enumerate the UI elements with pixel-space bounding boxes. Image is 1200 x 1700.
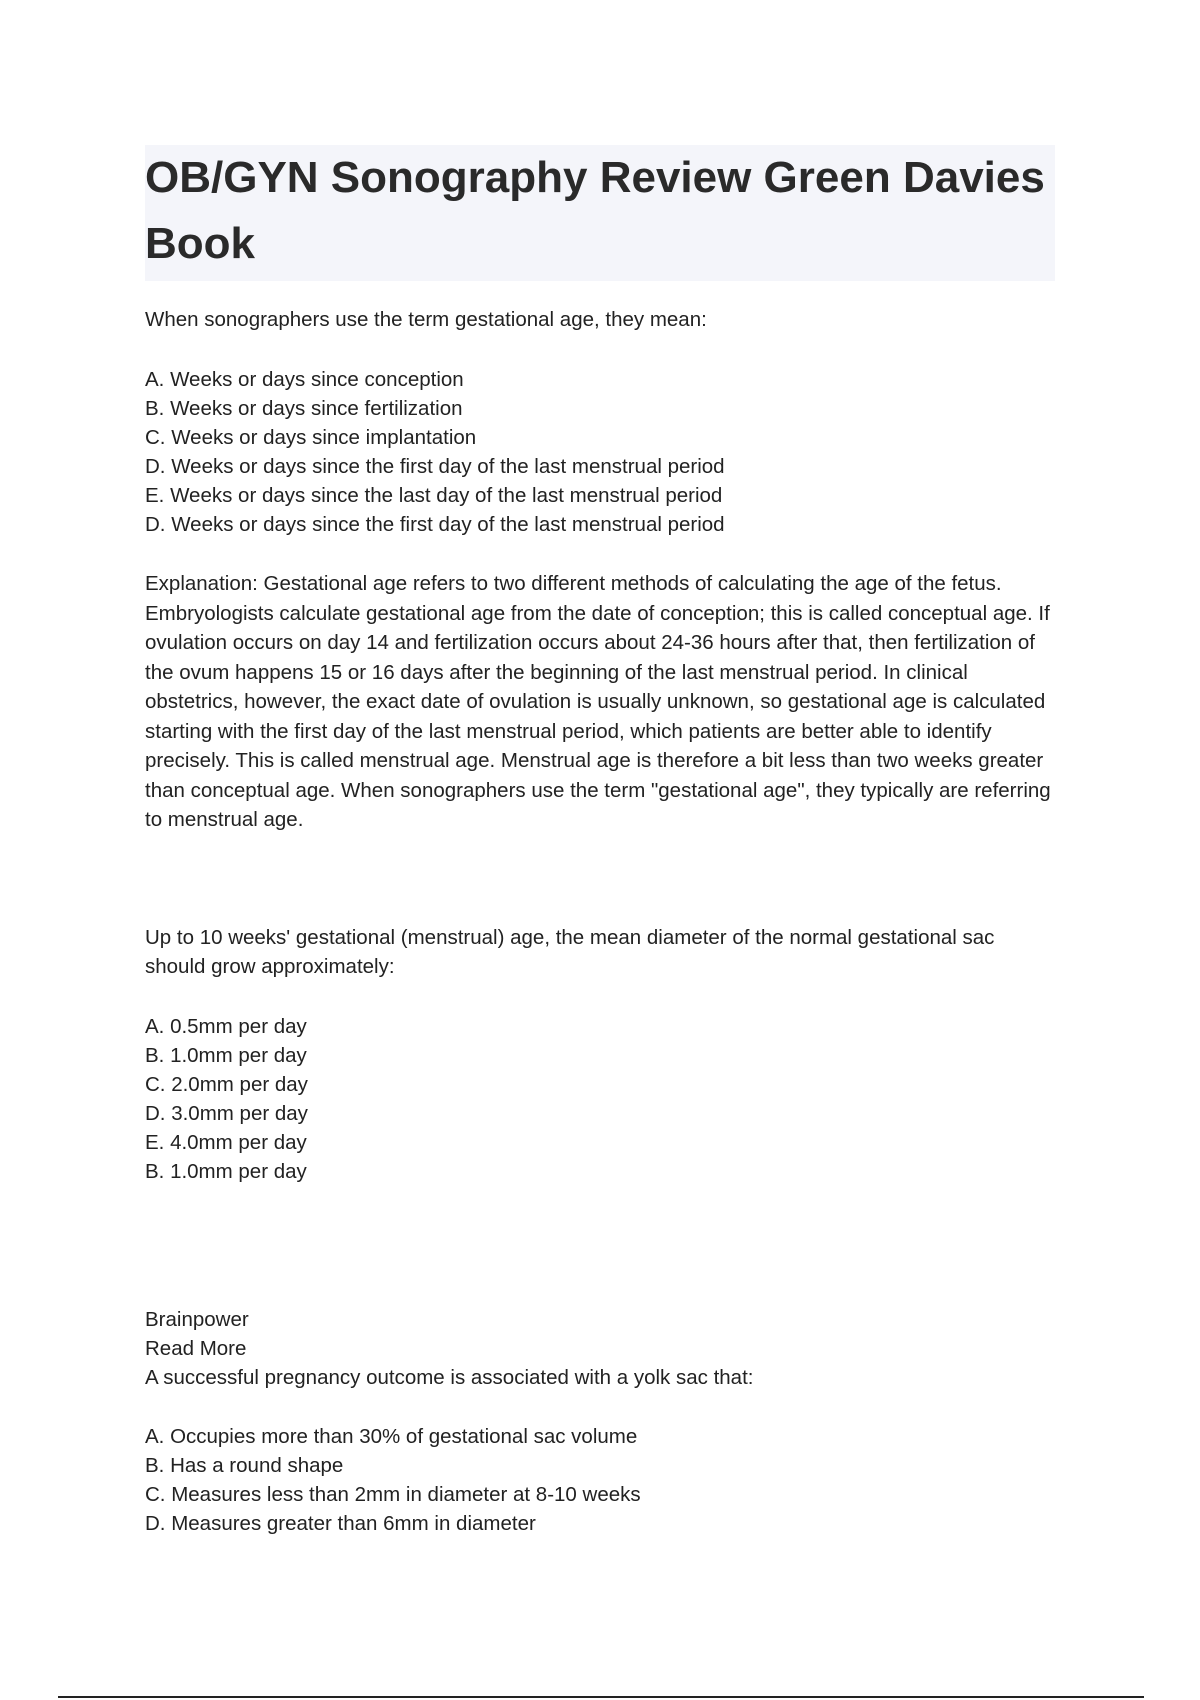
option-item: B. Weeks or days since fertilization <box>145 397 463 420</box>
option-item: C. Measures less than 2mm in diameter at 8-10 weeks <box>145 1483 641 1506</box>
option-item: B. 1.0mm per day <box>145 1044 307 1067</box>
option-item: E. 4.0mm per day <box>145 1131 307 1154</box>
option-item: D. Measures greater than 6mm in diameter <box>145 1512 536 1535</box>
option-item: B. Has a round shape <box>145 1454 344 1477</box>
read-more-link[interactable]: Read More <box>145 1337 247 1360</box>
answer-item: B. 1.0mm per day <box>145 1160 307 1183</box>
question-1-text: When sonographers use the term gestational age, they mean: <box>145 308 707 331</box>
option-item: C. 2.0mm per day <box>145 1073 308 1096</box>
option-item: D. 3.0mm per day <box>145 1102 308 1125</box>
question-3-options <box>145 1422 1065 1538</box>
question-2-options <box>145 1012 1065 1186</box>
answer-item: D. Weeks or days since the first day of the last menstrual period <box>145 513 725 536</box>
question-2 <box>145 923 1045 981</box>
option-item: A. Occupies more than 30% of gestational sac volume <box>145 1425 638 1448</box>
option-item: C. Weeks or days since implantation <box>145 426 477 449</box>
question-2-text: Up to 10 weeks' gestational (menstrual) age, the mean diameter of the normal gestational sac should grow approximately: <box>145 926 995 978</box>
question-3-text: A successful pregnancy outcome is associated with a yolk sac that: <box>145 1366 754 1389</box>
page-title: OB/GYN Sonography Review Green Davies Book <box>145 153 1045 268</box>
option-item: D. Weeks or days since the first day of the last menstrual period <box>145 455 725 478</box>
option-item: A. Weeks or days since conception <box>145 368 464 391</box>
brand-label: Brainpower <box>145 1308 249 1331</box>
interstitial <box>145 1305 1065 1392</box>
page-divider <box>58 1696 1144 1698</box>
question-1-explanation <box>145 569 1060 835</box>
option-item: E. Weeks or days since the last day of the last menstrual period <box>145 484 723 507</box>
title-banner <box>145 145 1055 281</box>
question-1 <box>145 305 1065 334</box>
explanation-text: Explanation: Gestational age refers to two different methods of calculating the age of the fetus. Embryologists calculate gestational age from the date of conception; this is called conceptual age. If ovulation occurs on day 14 and fertilization occurs about 24-36 hours after that, then fertilization of the ovum happens 15 or 16 days after the beginning of the last menstrual period. In clinical obstetrics, however, the exact date of ovulation is usually unknown, so gestational age is calculated starting with the first day of the last menstrual period, which patients are better able to identify precisely. This is called menstrual age. Menstrual age is therefore a bit less than two weeks greater than conceptual age. When sonographers use the term "gestational age", they typically are referring to menstrual age. <box>145 572 1051 831</box>
option-item: A. 0.5mm per day <box>145 1015 307 1038</box>
question-1-options <box>145 365 1065 539</box>
